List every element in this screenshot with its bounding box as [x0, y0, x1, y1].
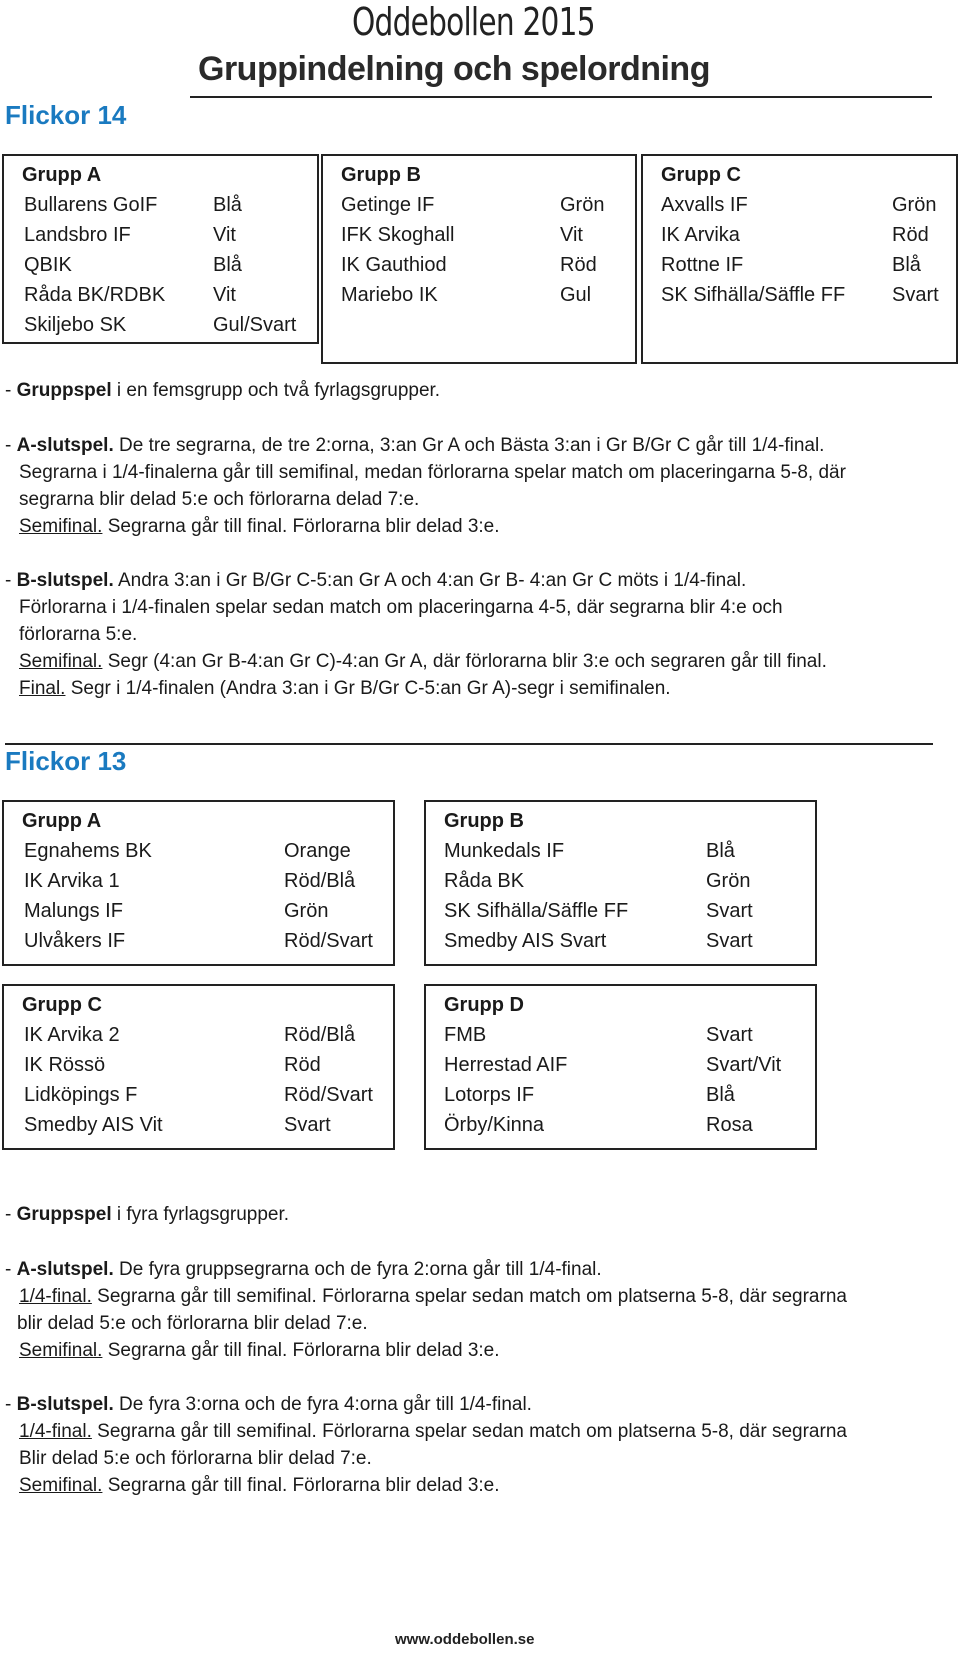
team-name: FMB: [444, 1024, 487, 1046]
bullet-dash: -: [5, 1204, 12, 1225]
group-heading: Grupp A: [22, 164, 102, 186]
team-color: Svart: [892, 284, 939, 306]
rule-heading: A-slutspel.: [16, 435, 114, 456]
rule-text: Segr (4:an Gr B-4:an Gr C)-4:an Gr A, där förlorarna blir 3:e och segraren går till final.: [102, 651, 827, 672]
semifinal-label: Semifinal.: [19, 1475, 103, 1496]
group-heading: Grupp C: [22, 994, 102, 1016]
group-box-f13-c: [2, 984, 395, 1150]
team-color: Svart: [706, 900, 753, 922]
rule-text: De fyra 3:orna och de fyra 4:orna går till 1/4-final.: [113, 1394, 532, 1415]
rule-text: De tre segrarna, de tre 2:orna, 3:an Gr A och Bästa 3:an i Gr B/Gr C går till 1/4-final.: [113, 435, 825, 456]
bullet-dash: -: [5, 570, 12, 591]
team-color: Röd/Svart: [284, 930, 373, 952]
team-color: Blå: [213, 194, 242, 216]
team-name: Skiljebo SK: [24, 314, 127, 336]
bullet-dash: -: [5, 380, 12, 401]
team-color: Grön: [892, 194, 937, 216]
team-color: Gul: [560, 284, 592, 306]
team-name: Rottne IF: [661, 254, 744, 276]
team-name: Herrestad AIF: [444, 1054, 568, 1076]
team-color: Röd/Blå: [284, 1024, 356, 1046]
team-color: Svart: [706, 1024, 753, 1046]
group-heading: Grupp C: [661, 164, 741, 186]
group-heading: Grupp B: [341, 164, 421, 186]
team-name: IFK Skoghall: [341, 224, 455, 246]
team-name: Egnahems BK: [24, 840, 152, 862]
rule-text: Segrarna går till semifinal. Förlorarna spelar sedan match om platserna 5-8, där segrarna: [91, 1286, 847, 1307]
team-name: Lidköpings F: [24, 1084, 138, 1106]
group-heading: Grupp D: [444, 994, 524, 1016]
rule-text: Segrarna går till final. Förlorarna blir delad 3:e.: [102, 516, 500, 537]
rule-heading: Gruppspel: [16, 380, 112, 401]
team-color: Grön: [560, 194, 605, 216]
team-name: IK Arvika: [661, 224, 740, 246]
team-name: Malungs IF: [24, 900, 123, 922]
rule-text: Andra 3:an i Gr B/Gr C-5:an Gr A och 4:an Gr B- 4:an Gr C möts i 1/4-final.: [113, 570, 747, 591]
final-label: Final.: [19, 678, 66, 699]
rule-b-slutspel-f14: [5, 567, 827, 702]
team-name: Råda BK/RDBK: [24, 284, 166, 306]
rule-text: Segr i 1/4-finalen (Andra 3:an i Gr B/Gr C-5:an Gr A)-segr i semifinalen.: [65, 678, 671, 699]
group-box-f13-d: [424, 984, 817, 1150]
team-color: Röd/Blå: [284, 870, 356, 892]
rule-text: Segrarna går till semifinal. Förlorarna spelar sedan match om platserna 5-8, där segrarna: [91, 1421, 847, 1442]
bullet-dash: -: [5, 1259, 12, 1280]
team-name: Mariebo IK: [341, 284, 438, 306]
group-box-f14-a: [2, 154, 319, 344]
team-name: Munkedals IF: [444, 840, 565, 862]
rule-gruppspel-f13: [5, 1201, 289, 1228]
team-color: Röd: [560, 254, 597, 276]
team-name: Landsbro IF: [24, 224, 131, 246]
rule-text: Segrarna går till final. Förlorarna blir delad 3:e.: [102, 1340, 500, 1361]
quarterfinal-label: 1/4-final.: [19, 1421, 92, 1442]
semifinal-label: Semifinal.: [19, 1340, 103, 1361]
page-title: Gruppindelning och spelordning: [198, 50, 710, 88]
team-name: QBIK: [24, 254, 72, 276]
team-name: IK Rössö: [24, 1054, 106, 1076]
team-name: Ulvåkers IF: [24, 930, 126, 952]
rule-heading: A-slutspel.: [16, 1259, 114, 1280]
bullet-dash: -: [5, 1394, 12, 1415]
rule-text: i en femsgrupp och två fyrlagsgrupper.: [111, 380, 441, 401]
team-color: Blå: [706, 840, 735, 862]
group-box-f14-b: [321, 154, 637, 364]
team-color: Svart: [706, 930, 753, 952]
team-name: IK Arvika 1: [24, 870, 120, 892]
team-name: Bullarens GoIF: [24, 194, 158, 216]
team-name: Axvalls IF: [661, 194, 748, 216]
quarterfinal-label: 1/4-final.: [19, 1286, 92, 1307]
team-color: Blå: [892, 254, 921, 276]
team-name: SK Sifhälla/Säffle FF: [444, 900, 629, 922]
team-color: Vit: [213, 284, 236, 306]
group-box-f13-a: [2, 800, 395, 966]
team-name: IK Arvika 2: [24, 1024, 120, 1046]
bullet-dash: -: [5, 435, 12, 456]
team-color: Svart: [284, 1114, 331, 1136]
team-color: Grön: [706, 870, 751, 892]
team-name: Örby/Kinna: [444, 1114, 545, 1136]
group-heading: Grupp A: [22, 810, 102, 832]
rule-text: i fyra fyrlagsgrupper.: [111, 1204, 290, 1225]
team-color: Vit: [560, 224, 583, 246]
team-color: Röd/Svart: [284, 1084, 373, 1106]
rule-text: Blir delad 5:e och förlorarna blir delad 7:e.: [19, 1448, 372, 1469]
rule-text: segrarna blir delad 5:e och förlorarna delad 7:e.: [19, 489, 420, 510]
team-color: Rosa: [706, 1114, 753, 1136]
rule-text: Segrarna går till final. Förlorarna blir delad 3:e.: [102, 1475, 500, 1496]
team-name: Lotorps IF: [444, 1084, 535, 1106]
rule-a-slutspel-f14: [5, 432, 846, 540]
team-color: Orange: [284, 840, 351, 862]
semifinal-label: Semifinal.: [19, 516, 103, 537]
rule-text: De fyra gruppsegrarna och de fyra 2:orna går till 1/4-final.: [113, 1259, 602, 1280]
rule-text: blir delad 5:e och förlorarna blir delad 7:e.: [17, 1313, 368, 1334]
section-title-flickor14: Flickor 14: [5, 100, 127, 130]
team-name: SK Sifhälla/Säffle FF: [661, 284, 846, 306]
rule-heading: B-slutspel.: [16, 1394, 114, 1415]
team-color: Grön: [284, 900, 329, 922]
rule-b-slutspel-f13: [5, 1391, 847, 1499]
team-color: Blå: [213, 254, 242, 276]
group-heading: Grupp B: [444, 810, 524, 832]
team-color: Blå: [706, 1084, 735, 1106]
brand-logo-text: Oddebollen 2015: [352, 0, 595, 44]
rule-text: Segrarna i 1/4-finalerna går till semifinal, medan förlorarna spelar match om placeringarna 5-8, där: [19, 462, 846, 483]
team-name: Råda BK: [444, 870, 525, 892]
team-color: Vit: [213, 224, 236, 246]
semifinal-label: Semifinal.: [19, 651, 103, 672]
rule-heading: B-slutspel.: [16, 570, 114, 591]
rule-text: förlorarna 5:e.: [19, 624, 138, 645]
team-name: Smedby AIS Svart: [444, 930, 607, 952]
rule-a-slutspel-f13: [5, 1256, 847, 1364]
rule-text: Förlorarna i 1/4-finalen spelar sedan match om placeringarna 4-5, där segrarna blir 4:e och: [19, 597, 783, 618]
rule-gruppspel-f14: [5, 377, 440, 404]
team-color: Gul/Svart: [213, 314, 297, 336]
team-color: Röd: [284, 1054, 321, 1076]
team-name: Getinge IF: [341, 194, 435, 216]
section-title-flickor13: Flickor 13: [5, 746, 127, 776]
team-name: IK Gauthiod: [341, 254, 447, 276]
section-divider: [5, 743, 933, 745]
group-box-f13-b: [424, 800, 817, 966]
rule-heading: Gruppspel: [16, 1204, 112, 1225]
team-color: Svart/Vit: [706, 1054, 782, 1076]
header-rule: [190, 96, 932, 98]
group-box-f14-c: [641, 154, 958, 364]
team-name: Smedby AIS Vit: [24, 1114, 163, 1136]
footer-url: www.oddebollen.se: [395, 1631, 535, 1648]
team-color: Röd: [892, 224, 929, 246]
